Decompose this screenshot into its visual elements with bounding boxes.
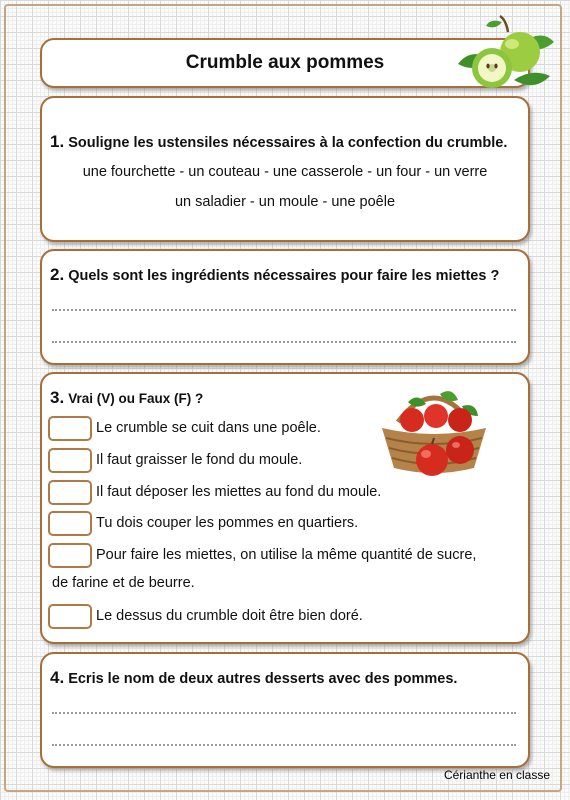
- answer-box[interactable]: [48, 480, 92, 505]
- question-4-number: 4.: [50, 668, 65, 687]
- apple-basket-icon: [378, 380, 490, 480]
- question-3-text: Vrai (V) ou Faux (F) ?: [68, 391, 204, 406]
- page-title: Crumble aux pommes: [185, 52, 385, 73]
- utensils-line-1: une fourchette - un couteau - une casserole - un four - un verre: [82, 164, 488, 180]
- statement-text: Tu dois couper les pommes en quartiers.: [96, 515, 359, 531]
- answer-box[interactable]: [48, 604, 92, 629]
- question-4-heading: [50, 668, 457, 688]
- question-2-heading: [50, 265, 499, 285]
- question-1-text: Souligne les ustensiles nécessaires à la confection du crumble.: [68, 135, 508, 151]
- statement-text: Le dessus du crumble doit être bien doré.: [96, 608, 363, 624]
- question-3-heading: [50, 388, 203, 408]
- utensils-line-2: un saladier - un moule - une poêle: [174, 194, 396, 210]
- answer-box[interactable]: [48, 448, 92, 473]
- question-2-text: Quels sont les ingrédients nécessaires pour faire les miettes ?: [68, 268, 500, 284]
- question-3-number: 3.: [50, 388, 65, 407]
- question-1-heading: [50, 132, 507, 152]
- answer-line[interactable]: [52, 712, 516, 714]
- true-false-item: [48, 479, 381, 505]
- true-false-item: [48, 447, 302, 473]
- question-1-box: [40, 96, 530, 242]
- question-2-box: [40, 249, 530, 365]
- statement-text: Pour faire les miettes, on utilise la même quantité de sucre,: [96, 547, 477, 563]
- true-false-item: [48, 603, 363, 629]
- question-1-number: 1.: [50, 132, 65, 151]
- answer-box[interactable]: [48, 511, 92, 536]
- answer-line[interactable]: [52, 744, 516, 746]
- true-false-item: [48, 542, 476, 568]
- statement-text: Il faut déposer les miettes au fond du moule.: [96, 484, 382, 500]
- statement-text: Le crumble se cuit dans une poêle.: [96, 420, 321, 436]
- statement-continuation: de farine et de beurre.: [52, 575, 195, 591]
- author-credit: Cérianthe en classe: [443, 768, 550, 782]
- true-false-item: [48, 415, 321, 441]
- question-2-number: 2.: [50, 265, 65, 284]
- question-4-box: [40, 652, 530, 768]
- green-apples-icon: [450, 14, 556, 92]
- answer-box[interactable]: [48, 543, 92, 568]
- answer-line[interactable]: [52, 341, 516, 343]
- question-4-text: Ecris le nom de deux autres desserts avec des pommes.: [68, 671, 458, 687]
- true-false-item: [48, 510, 358, 536]
- answer-line[interactable]: [52, 309, 516, 311]
- statement-text: Il faut graisser le fond du moule.: [96, 452, 303, 468]
- answer-box[interactable]: [48, 416, 92, 441]
